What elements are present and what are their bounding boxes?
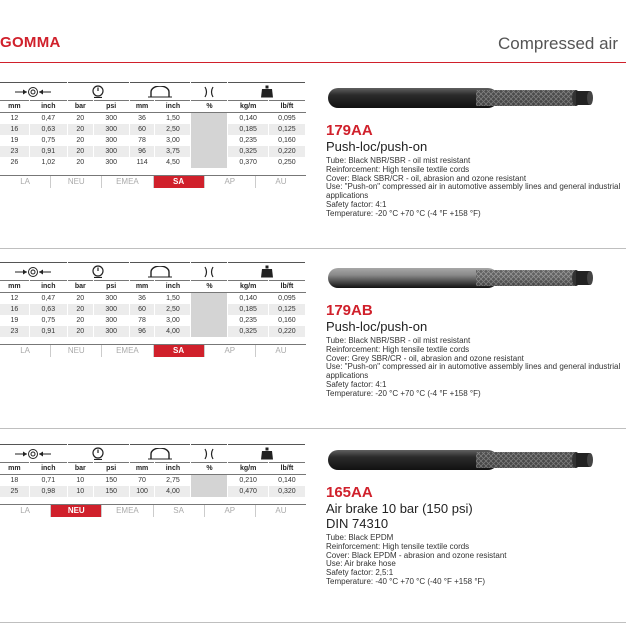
table-cell: 78	[129, 135, 155, 146]
table-cell	[191, 124, 228, 135]
table-cell: 300	[93, 326, 129, 337]
block-separator	[0, 428, 626, 429]
table-cell: 150	[93, 475, 129, 487]
table-cell: 300	[93, 135, 129, 146]
description-line: Reinforcement: High tensile textile cords	[326, 344, 470, 354]
table-cell	[191, 315, 228, 326]
description-line: Temperature: -20 °C +70 °C (-4 °F +158 °F)	[326, 388, 481, 398]
table-row	[0, 124, 306, 135]
table-cell: 2,50	[155, 304, 191, 315]
table-cell: 300	[93, 304, 129, 315]
block-separator	[0, 248, 626, 249]
column-header: bar	[67, 281, 93, 293]
pressure-gauge-icon	[67, 445, 129, 463]
table-cell	[191, 293, 228, 305]
table-cell: 20	[67, 124, 93, 135]
weight-icon	[228, 263, 306, 281]
column-header: psi	[93, 281, 129, 293]
column-header: lb/ft	[268, 463, 305, 475]
region-emea[interactable]: EMEA	[102, 345, 153, 357]
table-cell: 300	[93, 293, 129, 305]
table-cell	[191, 135, 228, 146]
table-cell: 0,095	[268, 113, 305, 125]
hose-image	[326, 446, 596, 479]
column-header: mm	[0, 463, 29, 475]
diameter-icon	[0, 445, 67, 463]
region-au[interactable]: AU	[275, 346, 287, 355]
table-cell: 1,50	[155, 293, 191, 305]
table-cell: 0,160	[268, 135, 305, 146]
region-au[interactable]: AU	[275, 506, 287, 515]
table-cell: 0,235	[228, 315, 268, 326]
table-cell: 0,125	[268, 124, 305, 135]
table-cell	[191, 326, 228, 337]
region-la[interactable]: LA	[0, 176, 51, 188]
table-cell: 20	[67, 146, 93, 157]
product-code: 165AA	[326, 484, 373, 501]
bend-radius-icon	[129, 445, 191, 463]
description-line: Safety factor: 4:1	[326, 379, 387, 389]
column-header: %	[191, 281, 228, 293]
table-cell: 78	[129, 315, 155, 326]
description-line: Reinforcement: High tensile textile cords	[326, 541, 470, 551]
column-header: mm	[0, 281, 29, 293]
table-cell: 0,250	[268, 157, 305, 168]
table-cell: 0,47	[29, 293, 67, 305]
region-bar	[0, 504, 306, 517]
section-title: Compressed air	[498, 34, 618, 53]
table-cell: 0,160	[268, 315, 305, 326]
table-cell: 150	[93, 486, 129, 497]
table-cell: 0,63	[29, 304, 67, 315]
table-cell: 36	[129, 113, 155, 125]
region-neu[interactable]: NEU	[51, 505, 102, 517]
table-cell	[191, 475, 228, 487]
column-header: bar	[67, 101, 93, 113]
table-cell: 16	[0, 124, 29, 135]
column-header: psi	[93, 101, 129, 113]
diameter-icon	[0, 263, 67, 281]
description-line: Use: "Push-on" compressed air in automotive assembly lines and general industrial applications	[326, 182, 621, 201]
column-header: %	[191, 101, 228, 113]
column-header: mm	[129, 101, 155, 113]
region-bar	[0, 344, 306, 357]
table-cell: 0,220	[268, 146, 305, 157]
table-cell: 0,75	[29, 135, 67, 146]
description-line: Temperature: -40 °C +70 °C (-40 °F +158 °F)	[326, 576, 486, 586]
table-cell: 20	[67, 113, 93, 125]
spec-table	[0, 444, 306, 497]
table-cell	[191, 113, 228, 125]
table-cell: 26	[0, 157, 29, 168]
table-row	[0, 486, 306, 497]
column-header: kg/m	[228, 463, 268, 475]
table-cell: 0,91	[29, 146, 67, 157]
column-header: mm	[129, 281, 155, 293]
table-cell: 0,470	[228, 486, 268, 497]
product-name: Air brake 10 bar (150 psi)	[326, 501, 473, 516]
table-cell: 23	[0, 326, 29, 337]
table-row	[0, 315, 306, 326]
product-name: Push-loc/push-on	[326, 139, 428, 154]
region-ap[interactable]: AP	[205, 505, 256, 517]
table-cell: 0,125	[268, 304, 305, 315]
table-cell: 60	[129, 124, 155, 135]
description-line: Tube: Black NBR/SBR - oil mist resistant	[326, 336, 471, 345]
description-line: Use: Air brake hose	[326, 559, 396, 569]
description-line: Temperature: -20 °C +70 °C (-4 °F +158 °F)	[326, 208, 481, 218]
region-sa[interactable]: SA	[154, 505, 205, 517]
product-description	[326, 337, 621, 399]
column-header: mm	[129, 463, 155, 475]
table-cell: 0,63	[29, 124, 67, 135]
column-header: psi	[93, 463, 129, 475]
table-cell: 2,50	[155, 124, 191, 135]
table-cell: 0,98	[29, 486, 67, 497]
column-header: lb/ft	[268, 101, 305, 113]
product-standard: DIN 74310	[326, 516, 389, 531]
table-cell: 12	[0, 293, 29, 305]
table-row	[0, 157, 306, 168]
hose-image	[326, 84, 596, 117]
table-cell: 0,185	[228, 304, 268, 315]
table-cell: 3,00	[155, 135, 191, 146]
region-ap[interactable]: AP	[205, 176, 256, 188]
column-header: inch	[155, 101, 191, 113]
table-cell: 300	[93, 157, 129, 168]
table-cell: 300	[93, 113, 129, 125]
description-line: Tube: Black EPDM	[326, 533, 394, 542]
column-header: kg/m	[228, 101, 268, 113]
region-sa[interactable]: SA	[154, 176, 205, 188]
table-cell: 12	[0, 113, 29, 125]
table-cell: 0,325	[228, 146, 268, 157]
table-cell: 70	[129, 475, 155, 487]
region-ap[interactable]: AP	[205, 345, 256, 357]
product-code: 179AA	[326, 122, 373, 139]
diameter-icon	[0, 83, 67, 101]
table-cell: 4,00	[155, 326, 191, 337]
table-cell: 300	[93, 146, 129, 157]
table-cell: 20	[67, 135, 93, 146]
table-row	[0, 146, 306, 157]
table-cell: 114	[129, 157, 155, 168]
table-cell: 100	[129, 486, 155, 497]
table-cell: 96	[129, 326, 155, 337]
table-cell: 20	[67, 304, 93, 315]
column-header: inch	[29, 463, 67, 475]
region-la[interactable]: LA	[0, 345, 51, 357]
table-cell: 3,00	[155, 315, 191, 326]
region-emea[interactable]: EMEA	[102, 176, 153, 188]
weight-icon	[228, 83, 306, 101]
column-header: kg/m	[228, 281, 268, 293]
region-bar	[0, 175, 306, 188]
description-line: Cover: Black SBR/CR - oil, abrasion and ozone resistant	[326, 173, 527, 183]
table-cell: 3,75	[155, 146, 191, 157]
table-cell: 96	[129, 146, 155, 157]
weight-icon	[228, 445, 306, 463]
column-header: bar	[67, 463, 93, 475]
column-header: inch	[155, 463, 191, 475]
table-cell: 1,50	[155, 113, 191, 125]
table-cell: 0,75	[29, 315, 67, 326]
description-line: Safety factor: 2,5:1	[326, 568, 394, 578]
table-cell: 18	[0, 475, 29, 487]
table-cell: 0,320	[268, 486, 305, 497]
table-cell: 0,370	[228, 157, 268, 168]
description-line: Cover: Grey SBR/CR - oil, abrasion and ozone resistant	[326, 353, 524, 363]
description-line: Safety factor: 4:1	[326, 199, 387, 209]
region-neu[interactable]: NEU	[51, 176, 102, 188]
vacuum-icon	[191, 445, 228, 463]
table-cell: 0,235	[228, 135, 268, 146]
vacuum-icon	[191, 263, 228, 281]
description-line: Cover: Black EPDM - abrasion and ozone resistant	[326, 550, 507, 560]
table-cell: 4,00	[155, 486, 191, 497]
table-cell: 4,50	[155, 157, 191, 168]
region-au[interactable]: AU	[275, 177, 287, 186]
table-cell	[191, 146, 228, 157]
region-la[interactable]: LA	[0, 505, 51, 517]
table-cell: 0,095	[268, 293, 305, 305]
brand-logo: GOMMA	[0, 34, 61, 51]
header-rule	[0, 62, 626, 63]
hose-image	[326, 264, 596, 297]
product-description	[326, 157, 621, 219]
column-header: inch	[29, 281, 67, 293]
bend-radius-icon	[129, 263, 191, 281]
block-separator	[0, 622, 626, 623]
product-description	[326, 534, 621, 587]
region-sa[interactable]: SA	[154, 345, 205, 357]
table-cell: 0,140	[268, 475, 305, 487]
column-header: %	[191, 463, 228, 475]
bend-radius-icon	[129, 83, 191, 101]
table-cell	[191, 486, 228, 497]
column-header: inch	[29, 101, 67, 113]
table-cell	[191, 304, 228, 315]
table-cell: 20	[67, 326, 93, 337]
table-row	[0, 135, 306, 146]
vacuum-icon	[191, 83, 228, 101]
table-cell: 0,71	[29, 475, 67, 487]
table-row	[0, 293, 306, 305]
table-cell: 0,220	[268, 326, 305, 337]
table-cell: 25	[0, 486, 29, 497]
table-cell	[191, 157, 228, 168]
table-cell: 60	[129, 304, 155, 315]
product-name: Push-loc/push-on	[326, 319, 428, 334]
table-cell: 0,210	[228, 475, 268, 487]
table-row	[0, 304, 306, 315]
table-cell: 19	[0, 315, 29, 326]
table-cell: 36	[129, 293, 155, 305]
table-cell: 16	[0, 304, 29, 315]
table-cell: 10	[67, 475, 93, 487]
table-cell: 20	[67, 293, 93, 305]
table-cell: 0,185	[228, 124, 268, 135]
table-cell: 10	[67, 486, 93, 497]
spec-table	[0, 82, 306, 168]
table-cell: 20	[67, 157, 93, 168]
table-cell: 0,325	[228, 326, 268, 337]
pressure-gauge-icon	[67, 263, 129, 281]
table-cell: 1,02	[29, 157, 67, 168]
description-line: Reinforcement: High tensile textile cords	[326, 164, 470, 174]
table-cell: 20	[67, 315, 93, 326]
description-line: Use: "Push-on" compressed air in automotive assembly lines and general industrial applications	[326, 362, 621, 381]
table-cell: 19	[0, 135, 29, 146]
table-cell: 0,140	[228, 293, 268, 305]
region-emea[interactable]: EMEA	[102, 505, 153, 517]
table-row	[0, 475, 306, 487]
table-cell: 0,47	[29, 113, 67, 125]
table-cell: 300	[93, 124, 129, 135]
table-cell: 23	[0, 146, 29, 157]
table-row	[0, 113, 306, 125]
table-cell: 0,91	[29, 326, 67, 337]
table-cell: 2,75	[155, 475, 191, 487]
column-header: inch	[155, 281, 191, 293]
product-code: 179AB	[326, 302, 373, 319]
spec-table	[0, 262, 306, 337]
column-header: lb/ft	[268, 281, 305, 293]
pressure-gauge-icon	[67, 83, 129, 101]
table-cell: 0,140	[228, 113, 268, 125]
description-line: Tube: Black NBR/SBR - oil mist resistant	[326, 156, 471, 165]
table-row	[0, 326, 306, 337]
table-cell: 300	[93, 315, 129, 326]
region-neu[interactable]: NEU	[51, 345, 102, 357]
column-header: mm	[0, 101, 29, 113]
